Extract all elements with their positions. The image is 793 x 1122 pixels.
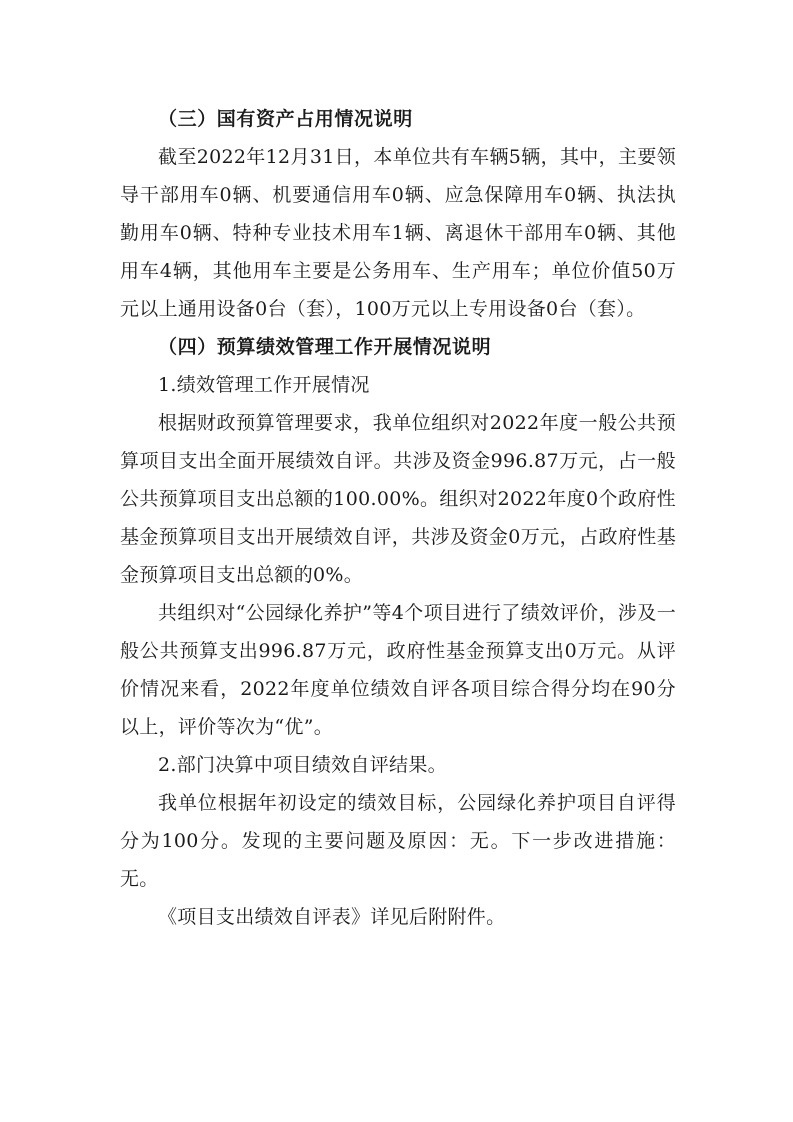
paragraph-assets: 截至2022年12月31日，本单位共有车辆5辆，其中，主要领导干部用车0辆、机要通信用车0辆、应急保障用车0辆、执法执勤用车0辆、特种专业技术用车1辆、离退休干部用车0辆、其他用车4辆，其他用车主要是公务用车、生产用车；单位价值50万元以上通用设备0台（套），100万元以上专用设备0台（套）。 bbox=[120, 146, 676, 320]
paragraph-evaluation-results: 共组织对“公园绿化养护”等4个项目进行了绩效评价，涉及一般公共预算支出996.87万元，政府性基金预算支出0万元。从评价情况来看，2022年度单位绩效自评各项目综合得分均在90分以上，评价等次为“优”。 bbox=[120, 602, 676, 738]
section-heading-assets: （三）国有资产占用情况说明 bbox=[158, 108, 413, 130]
paragraph-attachment-note: 《项目支出绩效自评表》详见后附附件。 bbox=[158, 906, 506, 928]
subheading-project-results: 2.部门决算中项目绩效自评结果。 bbox=[158, 754, 447, 776]
document-body bbox=[120, 100, 676, 936]
subheading-performance-work: 1.绩效管理工作开展情况 bbox=[158, 374, 370, 396]
section-heading-performance: （四）预算绩效管理工作开展情况说明 bbox=[158, 336, 492, 358]
paragraph-project-score: 我单位根据年初设定的绩效目标，公园绿化养护项目自评得分为100分。发现的主要问题及原因：无。下一步改进措施：无。 bbox=[120, 792, 676, 890]
paragraph-self-evaluation: 根据财政预算管理要求，我单位组织对2022年度一般公共预算项目支出全面开展绩效自评。共涉及资金996.87万元，占一般公共预算项目支出总额的100.00%。组织对2022年度0个政府性基金预算项目支出开展绩效自评，共涉及资金0万元，占政府性基金预算项目支出总额的0%。 bbox=[120, 412, 676, 586]
